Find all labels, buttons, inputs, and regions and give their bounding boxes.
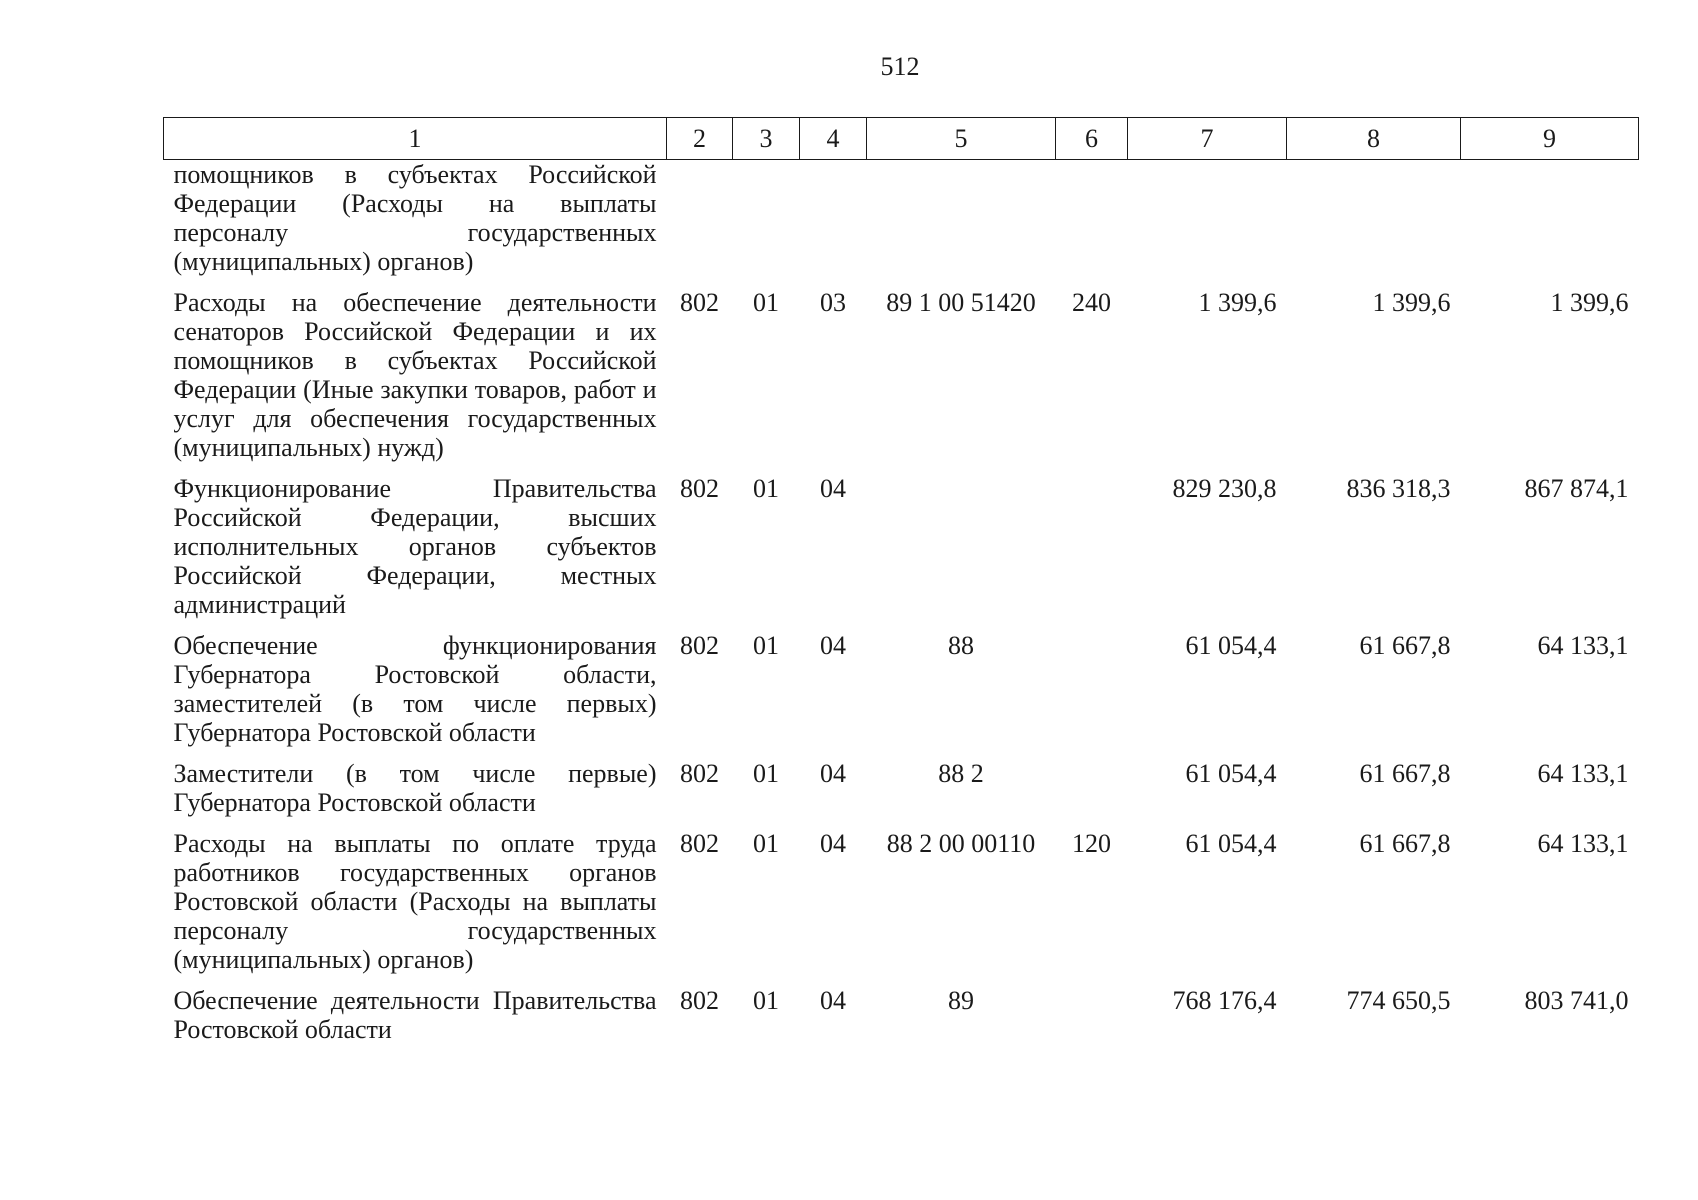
cell-amount-9: 803 741,0 (1524, 986, 1629, 1015)
cell-target-code (867, 474, 1056, 631)
table-row (164, 759, 1639, 829)
cell-expense-type: 120 (1072, 829, 1111, 858)
cell-section: 01 (753, 986, 779, 1015)
cell-amount-9: 64 133,1 (1537, 759, 1629, 788)
cell-amount-8: 61 667,8 (1359, 759, 1451, 788)
cell-expense-type: 240 (1072, 288, 1111, 317)
page-number: 512 (880, 52, 920, 81)
cell-amount-8: 836 318,3 (1346, 474, 1451, 503)
col-header-2: 2 (667, 118, 733, 160)
cell-amount-9 (1461, 160, 1639, 289)
header-row (164, 118, 1639, 160)
cell-target-code: 89 (948, 986, 974, 1015)
cell-amount-7: 1 399,6 (1198, 288, 1277, 317)
col-header-3: 3 (733, 118, 800, 160)
cell-ministry: 802 (680, 986, 719, 1015)
table-row (164, 474, 1639, 631)
cell-target-code: 88 2 00 00110 (886, 829, 1036, 858)
cell-amount-7: 829 230,8 (1172, 474, 1277, 503)
cell-amount-8: 61 667,8 (1359, 829, 1451, 858)
table-row (164, 986, 1639, 1056)
cell-subsection: 04 (820, 829, 846, 858)
cell-amount-8 (1287, 160, 1461, 289)
cell-expense-type (1056, 160, 1128, 289)
cell-expense-type (1056, 759, 1128, 829)
cell-subsection (800, 160, 867, 289)
cell-amount-9: 867 874,1 (1524, 474, 1629, 503)
cell-amount-8: 61 667,8 (1359, 631, 1451, 660)
cell-ministry: 802 (680, 474, 719, 503)
row-description: Расходы на выплаты по оплате труда работников государственных органов Ростовской области (Расходы на выплаты персоналу государственных (муниципальных) органов) (173, 829, 657, 974)
cell-section: 01 (753, 829, 779, 858)
cell-section: 01 (753, 288, 779, 317)
row-description: Заместители (в том числе первые) Губернатора Ростовской области (173, 759, 657, 817)
cell-ministry (667, 160, 733, 289)
cell-amount-8: 774 650,5 (1346, 986, 1451, 1015)
cell-section (733, 160, 800, 289)
cell-subsection: 03 (820, 288, 846, 317)
row-description: Расходы на обеспечение деятельности сенаторов Российской Федерации и их помощников в субъектах Российской Федерации (Иные закупки товаров, работ и услуг для обеспечения государственных (муниципальных) нужд) (173, 288, 657, 462)
cell-ministry: 802 (680, 829, 719, 858)
cell-amount-9: 1 399,6 (1550, 288, 1629, 317)
row-description: помощников в субъектах Российской Федерации (Расходы на выплаты персоналу государственных (муниципальных) органов) (173, 160, 657, 276)
cell-expense-type (1056, 474, 1128, 631)
cell-amount-7: 61 054,4 (1185, 759, 1277, 788)
col-header-6: 6 (1056, 118, 1128, 160)
cell-amount-8: 1 399,6 (1372, 288, 1451, 317)
cell-subsection: 04 (820, 759, 846, 788)
cell-amount-7: 61 054,4 (1185, 829, 1277, 858)
cell-expense-type (1056, 631, 1128, 759)
cell-ministry: 802 (680, 288, 719, 317)
cell-subsection: 04 (820, 986, 846, 1015)
col-header-7: 7 (1128, 118, 1287, 160)
cell-amount-9: 64 133,1 (1537, 631, 1629, 660)
row-description: Функционирование Правительства Российской Федерации, высших исполнительных органов субъектов Российской Федерации, местных администраций (173, 474, 657, 619)
table-row (164, 160, 1639, 289)
col-header-5: 5 (867, 118, 1056, 160)
cell-amount-7 (1128, 160, 1287, 289)
cell-subsection: 04 (820, 631, 846, 660)
cell-amount-7: 61 054,4 (1185, 631, 1277, 660)
cell-section: 01 (753, 631, 779, 660)
cell-amount-9: 64 133,1 (1537, 829, 1629, 858)
cell-target-code: 89 1 00 51420 (886, 288, 1036, 317)
cell-section: 01 (753, 474, 779, 503)
cell-ministry: 802 (680, 759, 719, 788)
cell-section: 01 (753, 759, 779, 788)
row-description: Обеспечение деятельности Правительства Ростовской области (173, 986, 657, 1044)
budget-table (163, 117, 1639, 1056)
col-header-8: 8 (1287, 118, 1461, 160)
cell-amount-7: 768 176,4 (1172, 986, 1277, 1015)
cell-target-code: 88 (948, 631, 974, 660)
cell-target-code: 88 2 (938, 759, 984, 788)
col-header-9: 9 (1461, 118, 1639, 160)
cell-expense-type (1056, 986, 1128, 1056)
table-row (164, 829, 1639, 986)
cell-ministry: 802 (680, 631, 719, 660)
row-description: Обеспечение функционирования Губернатора Ростовской области, заместителей (в том числе первых) Губернатора Ростовской области (173, 631, 657, 747)
table-row (164, 631, 1639, 759)
col-header-4: 4 (800, 118, 867, 160)
table-row (164, 288, 1639, 474)
cell-target-code (867, 160, 1056, 289)
col-header-1: 1 (164, 118, 667, 160)
cell-subsection: 04 (820, 474, 846, 503)
